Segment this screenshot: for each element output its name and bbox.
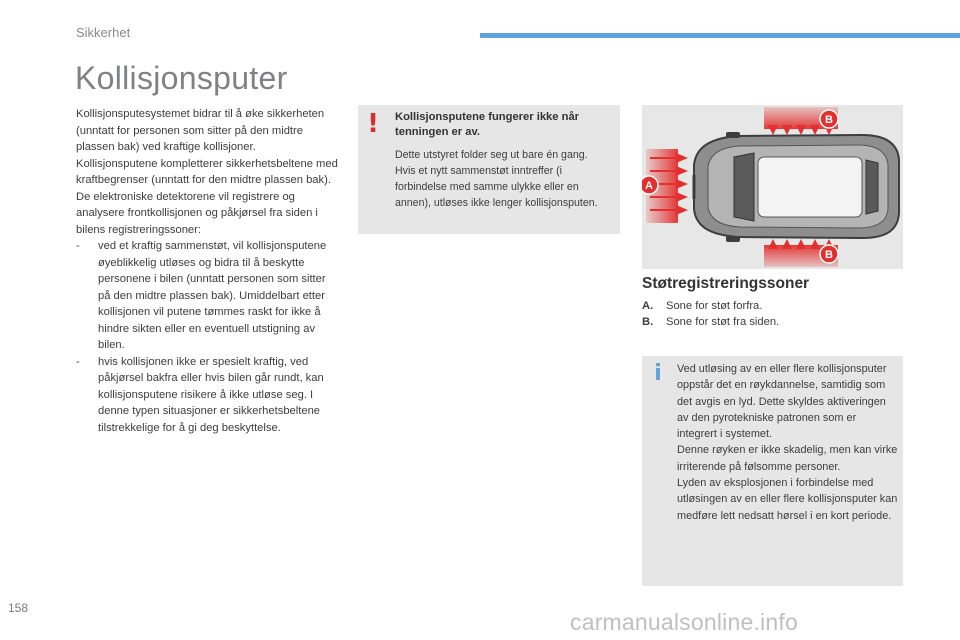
- list-item: [76, 238, 338, 354]
- info-paragraph-3: Lyden av eksplosjonen i forbindelse med utløsingen av en eller flere kollisjonsputer kan medføre lett nedsatt hørsel i en kort periode.: [677, 477, 898, 522]
- zone-item: [642, 298, 902, 314]
- car-top-view-icon: [642, 105, 903, 269]
- marker-a: [642, 176, 658, 194]
- marker-b-top-label: B: [825, 114, 833, 126]
- info-icon: i: [654, 361, 662, 386]
- section-label: Sikkerhet: [76, 25, 131, 40]
- marker-b-bottom-label: B: [825, 249, 833, 261]
- intro-text: [76, 106, 338, 436]
- warning-text: Dette utstyret folder seg ut bare én gang. Hvis et nytt sammenstøt inntreffer (i forbindelse med samme ulykke eller en annen), utløses ikke lenger kollisjonsputen.: [395, 149, 598, 209]
- info-paragraph-1: Ved utløsing av en eller flere kollisjonsputer oppstår det en røykdannelse, samtidig som det avgis en lyd. Dette skyldes aktiveringen av den pyrotekniske patronen som er integrert i systemet.: [677, 363, 887, 441]
- car-body: [694, 132, 899, 242]
- header-accent-bar: [480, 33, 960, 38]
- marker-b-bottom: [820, 245, 838, 263]
- zone-text: Sone for støt forfra.: [666, 300, 763, 312]
- page-number: 158: [8, 601, 29, 615]
- deployment-list: [76, 238, 338, 436]
- warning-exclamation-icon: !: [367, 109, 379, 139]
- list-item-text: ved et kraftig sammenstøt, vil kollisjonsputene øyeblikkelig utløses og bidra til å beskytte personene i bilen (unntatt personen som sitter på den midtre plassen bak). Umiddelbart etter kollisjonen vil putene tømmes raskt for ikke å hindre sikten eller en eventuell utstigning av bilen.: [98, 240, 327, 351]
- list-dash: -: [76, 355, 80, 368]
- zones-heading: Støtregistreringssoner: [642, 275, 810, 292]
- warning-title: Kollisjonsputene fungerer ikke når tenningen er av.: [395, 111, 580, 138]
- info-paragraph-2: Denne røyken er ikke skadelig, men kan virke irriterende på følsomme personer.: [677, 444, 898, 473]
- zone-text: Sone for støt fra siden.: [666, 316, 780, 328]
- intro-paragraph-2: De elektroniske detektorene vil registrere og analysere frontkollisjonen og påkjørsel fra siden i bilens registreringssoner:: [76, 190, 318, 236]
- watermark-text: carmanualsonline.info: [570, 609, 798, 635]
- page-title: Kollisjonsputer: [75, 60, 288, 96]
- info-text: [677, 361, 899, 524]
- info-box: [642, 356, 903, 586]
- marker-b-top: [820, 110, 838, 128]
- list-item: [76, 354, 338, 437]
- marker-a-label: A: [645, 180, 653, 192]
- car-impact-zones-figure: [642, 105, 903, 269]
- intro-paragraph-1: Kollisjonsputesystemet bidrar til å øke sikkerheten (unntatt for personen som sitter på den midtre plassen bak) ved kraftige kollisjoner. Kollisjonsputene kompletterer sikkerhetsbeltene med kraftbegrenser (unntatt for den midtre plassen bak).: [76, 108, 338, 186]
- list-item-text: hvis kollisjonen ikke er spesielt kraftig, ved påkjørsel bakfra eller hvis bilen går rundt, kan kollisjonsputene risikere å ikke utløse seg. I denne typen situasjoner er sikkerhetsbeltene tilstrekkelige for å gi deg beskyttelse.: [98, 355, 324, 434]
- warning-box: [358, 105, 620, 234]
- zone-key: B.: [642, 316, 654, 328]
- list-dash: -: [76, 240, 80, 252]
- zone-item: [642, 314, 902, 330]
- zone-list: [642, 298, 902, 330]
- zone-key: A.: [642, 300, 654, 312]
